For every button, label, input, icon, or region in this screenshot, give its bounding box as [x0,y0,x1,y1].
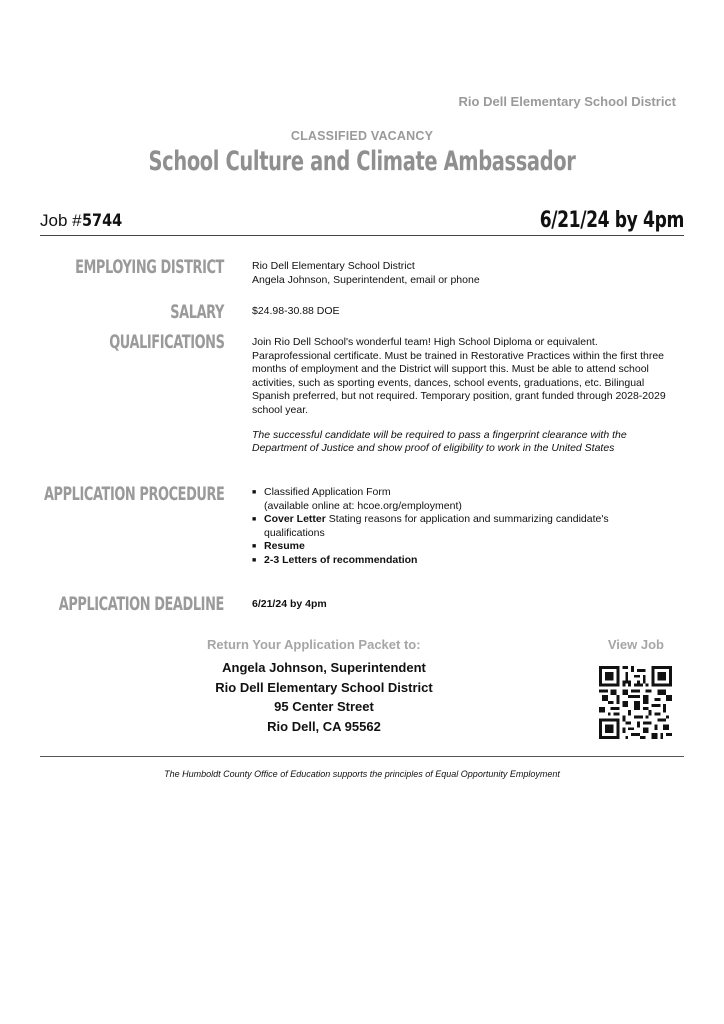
application-procedure-label: APPLICATION PROCEDURE [43,483,224,505]
qualifications-text: Join Rio Dell School's wonderful team! High School Diploma or equivalent. Paraprofessional certificate. Must be trained in Restorative Practices within the first three months of employment and the District will support this. Must be able to attend school activities, such as sporting events, dances, school events, graduations, etc. Bilingual Spanish preferred, but not required. Temporary position, grant funded through 2028-2029 school year. [252,336,666,416]
application-deadline-label: APPLICATION DEADLINE [58,593,224,615]
list-item: ■ 2-3 Letters of recommendation [252,554,670,568]
qualifications-note: The successful candidate will be required to pass a fingerprint clearance with the Department of Justice and show proof of eligibility to work in the United States [252,428,627,455]
address-line: Rio Dell Elementary School District [215,679,433,695]
job-title: School Culture and Climate Ambassador [148,146,576,177]
employing-district-label: EMPLOYING DISTRICT [75,256,224,278]
deadline-header: 6/21/24 by 4pm [539,208,684,233]
view-job-label: View Job [607,637,664,652]
header-divider [40,235,684,236]
list-item: ■ Resume [252,540,670,554]
list-item-text: (available online at: hcoe.org/employment) [264,499,462,512]
employing-district-content [252,260,670,287]
footer-eeo-statement: The Humboldt County Office of Education supports the principles of Equal Opportunity Employment [164,769,560,779]
job-number-prefix: Job # [40,211,82,230]
salary-value: $24.98-30.88 DOE [252,305,340,317]
job-number-value: 5744 [81,211,122,231]
list-item [252,486,670,513]
footer-divider [40,756,684,757]
district-name: Rio Dell Elementary School District [458,94,676,109]
list-item-bold: Cover Letter [264,513,326,526]
salary-label: SALARY [170,301,224,323]
address-line: Angela Johnson, Superintendent [222,660,426,675]
job-number [40,211,129,231]
qualifications-content [252,336,670,456]
list-item [252,513,670,540]
return-label: Return Your Application Packet to: [207,637,421,652]
vacancy-type: CLASSIFIED VACANCY [290,129,434,143]
employing-district-line: Rio Dell Elementary School District [252,260,415,272]
list-item-text: Classified Application Form [264,486,391,498]
list-item-text: Stating reasons for application and summarizing candidate's qualifications [264,513,609,539]
return-address [180,658,468,736]
application-deadline-value: 6/21/24 by 4pm [252,598,327,610]
qr-code-icon[interactable] [599,666,672,739]
application-procedure-list [252,486,670,568]
employing-district-line: Angela Johnson, Superintendent, email or phone [252,273,480,286]
qualifications-label: QUALIFICATIONS [108,331,224,353]
address-line: 95 Center Street [274,699,374,714]
address-line: Rio Dell, CA 95562 [267,718,381,734]
